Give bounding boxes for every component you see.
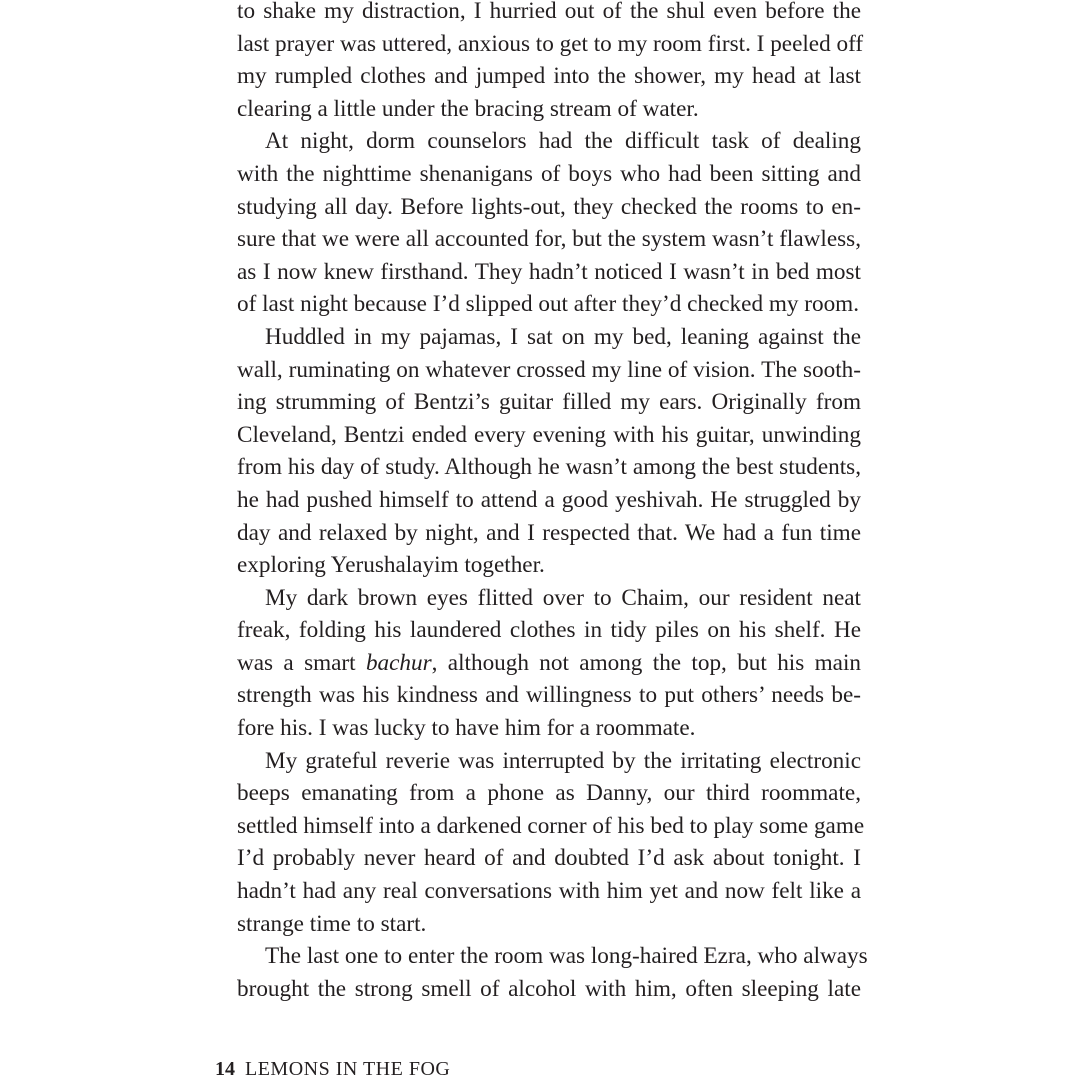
text-line: Huddled in my pajamas, I sat on my bed, leaning against the — [265, 323, 861, 350]
text-line: ing strumming of Bentzi’s guitar filled my ears. Originally from — [237, 389, 861, 416]
text-line: strength was his kindness and willingness to put others’ needs be- — [237, 682, 861, 709]
page-number: 14 — [215, 1058, 235, 1080]
text-line: he had pushed himself to attend a good yeshivah. He struggled by — [237, 486, 861, 513]
italic-term: bachur — [365, 649, 432, 676]
text-line: I’d probably never heard of and doubted I’d ask about tonight. I — [237, 845, 861, 872]
paragraph — [237, 125, 861, 321]
text-line: strange time to start. — [237, 910, 427, 937]
text-line: sure that we were all accounted for, but the system wasn’t flawless, — [237, 226, 861, 253]
paragraph — [237, 321, 861, 582]
text-line: of last night because I’d slipped out after they’d checked my room. — [237, 291, 859, 318]
paragraph — [237, 582, 861, 745]
text-line: exploring Yerushalayim together. — [237, 552, 545, 579]
text-line: hadn’t had any real conversations with him yet and now felt like a — [237, 878, 861, 905]
text-line: day and relaxed by night, and I respected that. We had a fun time — [237, 519, 861, 546]
text-line: studying all day. Before lights-out, they checked the rooms to en- — [237, 193, 861, 220]
body-text — [237, 0, 868, 1005]
paragraph — [237, 745, 865, 941]
text-line: my rumpled clothes and jumped into the shower, my head at last — [237, 63, 861, 90]
text-line: My grateful reverie was interrupted by the irritating electronic — [265, 747, 861, 774]
text-line: beeps emanating from a phone as Danny, our third roommate, — [237, 780, 861, 807]
running-title: LEMONS IN THE FOG — [245, 1058, 451, 1080]
text-line: My dark brown eyes flitted over to Chaim, our resident neat — [265, 584, 861, 611]
text-line: settled himself into a darkened corner of his bed to play some game — [237, 812, 865, 839]
text-line: fore his. I was lucky to have him for a roommate. — [237, 715, 696, 742]
paragraph — [237, 0, 864, 125]
text-line: The last one to enter the room was long-haired Ezra, who always — [265, 943, 868, 970]
text-line: At night, dorm counselors had the difficult task of dealing — [265, 128, 861, 155]
text-line: last prayer was uttered, anxious to get to my room first. I peeled off — [237, 30, 864, 57]
text-line: from his day of study. Although he wasn’t among the best students, — [237, 454, 861, 481]
text-line: with the nighttime shenanigans of boys who had been sitting and — [237, 160, 861, 187]
text-line: as I now knew firsthand. They hadn’t noticed I wasn’t in bed most — [237, 258, 861, 285]
text-line: was a smart bachur, although not among the top, but his main — [237, 649, 861, 676]
text-line: clearing a little under the bracing stream of water. — [237, 95, 699, 122]
text-line: wall, ruminating on whatever crossed my line of vision. The sooth- — [237, 356, 861, 383]
text-line: brought the strong smell of alcohol with him, often sleeping late — [237, 975, 861, 1002]
text-line: freak, folding his laundered clothes in tidy piles on his shelf. He — [237, 617, 861, 644]
text-line: to shake my distraction, I hurried out of the shul even before the — [237, 0, 861, 24]
paragraph — [237, 940, 868, 1005]
text-line: Cleveland, Bentzi ended every evening with his guitar, unwinding — [237, 421, 861, 448]
page-footer — [215, 1057, 450, 1081]
